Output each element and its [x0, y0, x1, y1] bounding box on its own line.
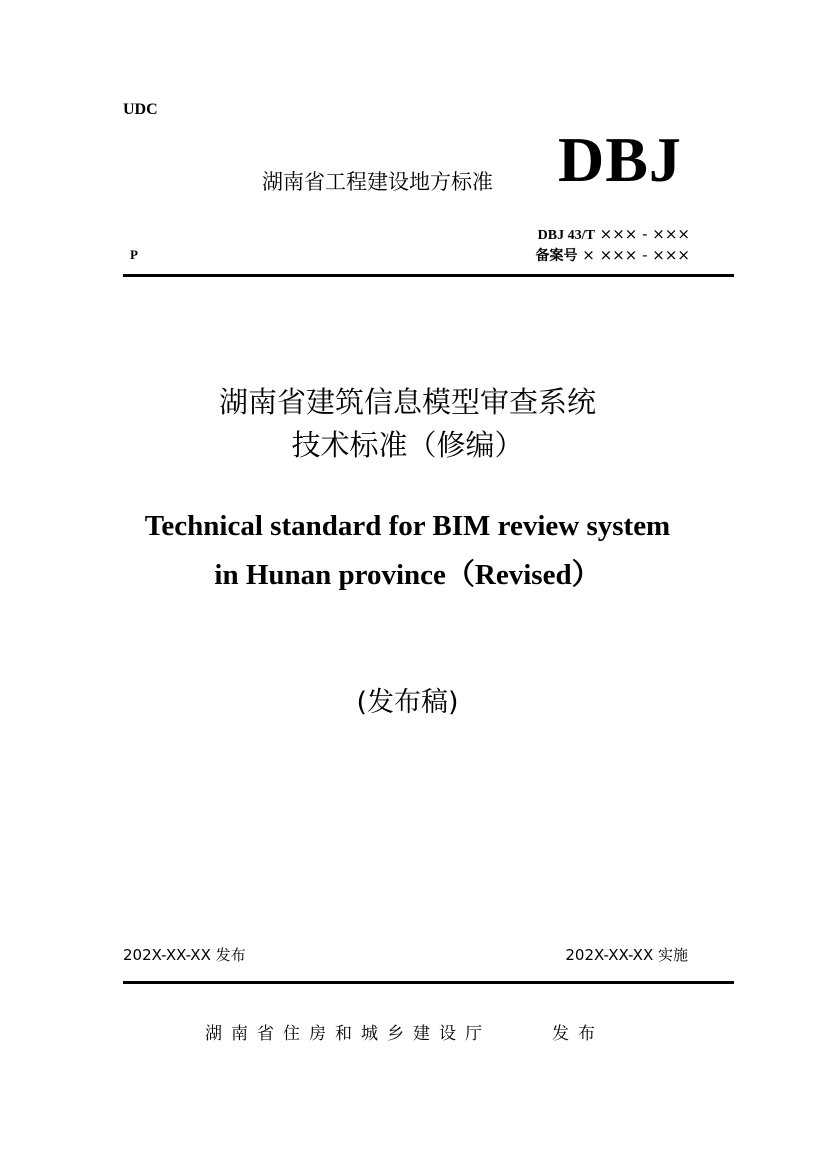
record-number-label: 备案号: [535, 248, 578, 264]
record-number-value: × ××× - ×××: [577, 246, 690, 264]
chinese-title-line-1: 湖南省建筑信息模型审查系统: [218, 385, 596, 419]
standard-category-title: 湖南省工程建设地方标准: [262, 170, 493, 194]
draft-status-label: (发布稿): [356, 687, 459, 718]
dbj-mark: DBJ: [558, 124, 682, 195]
standard-number-label: DBJ 43/T: [537, 228, 595, 243]
issuing-authority: 湖南省住房和城乡建设厅: [205, 1024, 491, 1044]
udc-label: UDC: [123, 101, 158, 118]
issue-word: 发布: [552, 1024, 604, 1044]
standard-number-value: ××× - ×××: [594, 225, 690, 243]
standard-number: [538, 225, 690, 244]
english-title-line-1: Technical standard for BIM review system: [144, 510, 671, 542]
chinese-title-line-2: 技术标准（修编）: [291, 428, 524, 462]
effective-date: 202X-XX-XX 实施: [565, 946, 688, 964]
english-title-line-2: in Hunan province（Revised）: [214, 559, 601, 591]
issue-date: 202X-XX-XX 发布: [123, 946, 246, 964]
p-label: P: [130, 247, 138, 262]
top-divider: [123, 274, 734, 277]
record-number: [536, 245, 690, 265]
bottom-divider: [123, 981, 734, 984]
